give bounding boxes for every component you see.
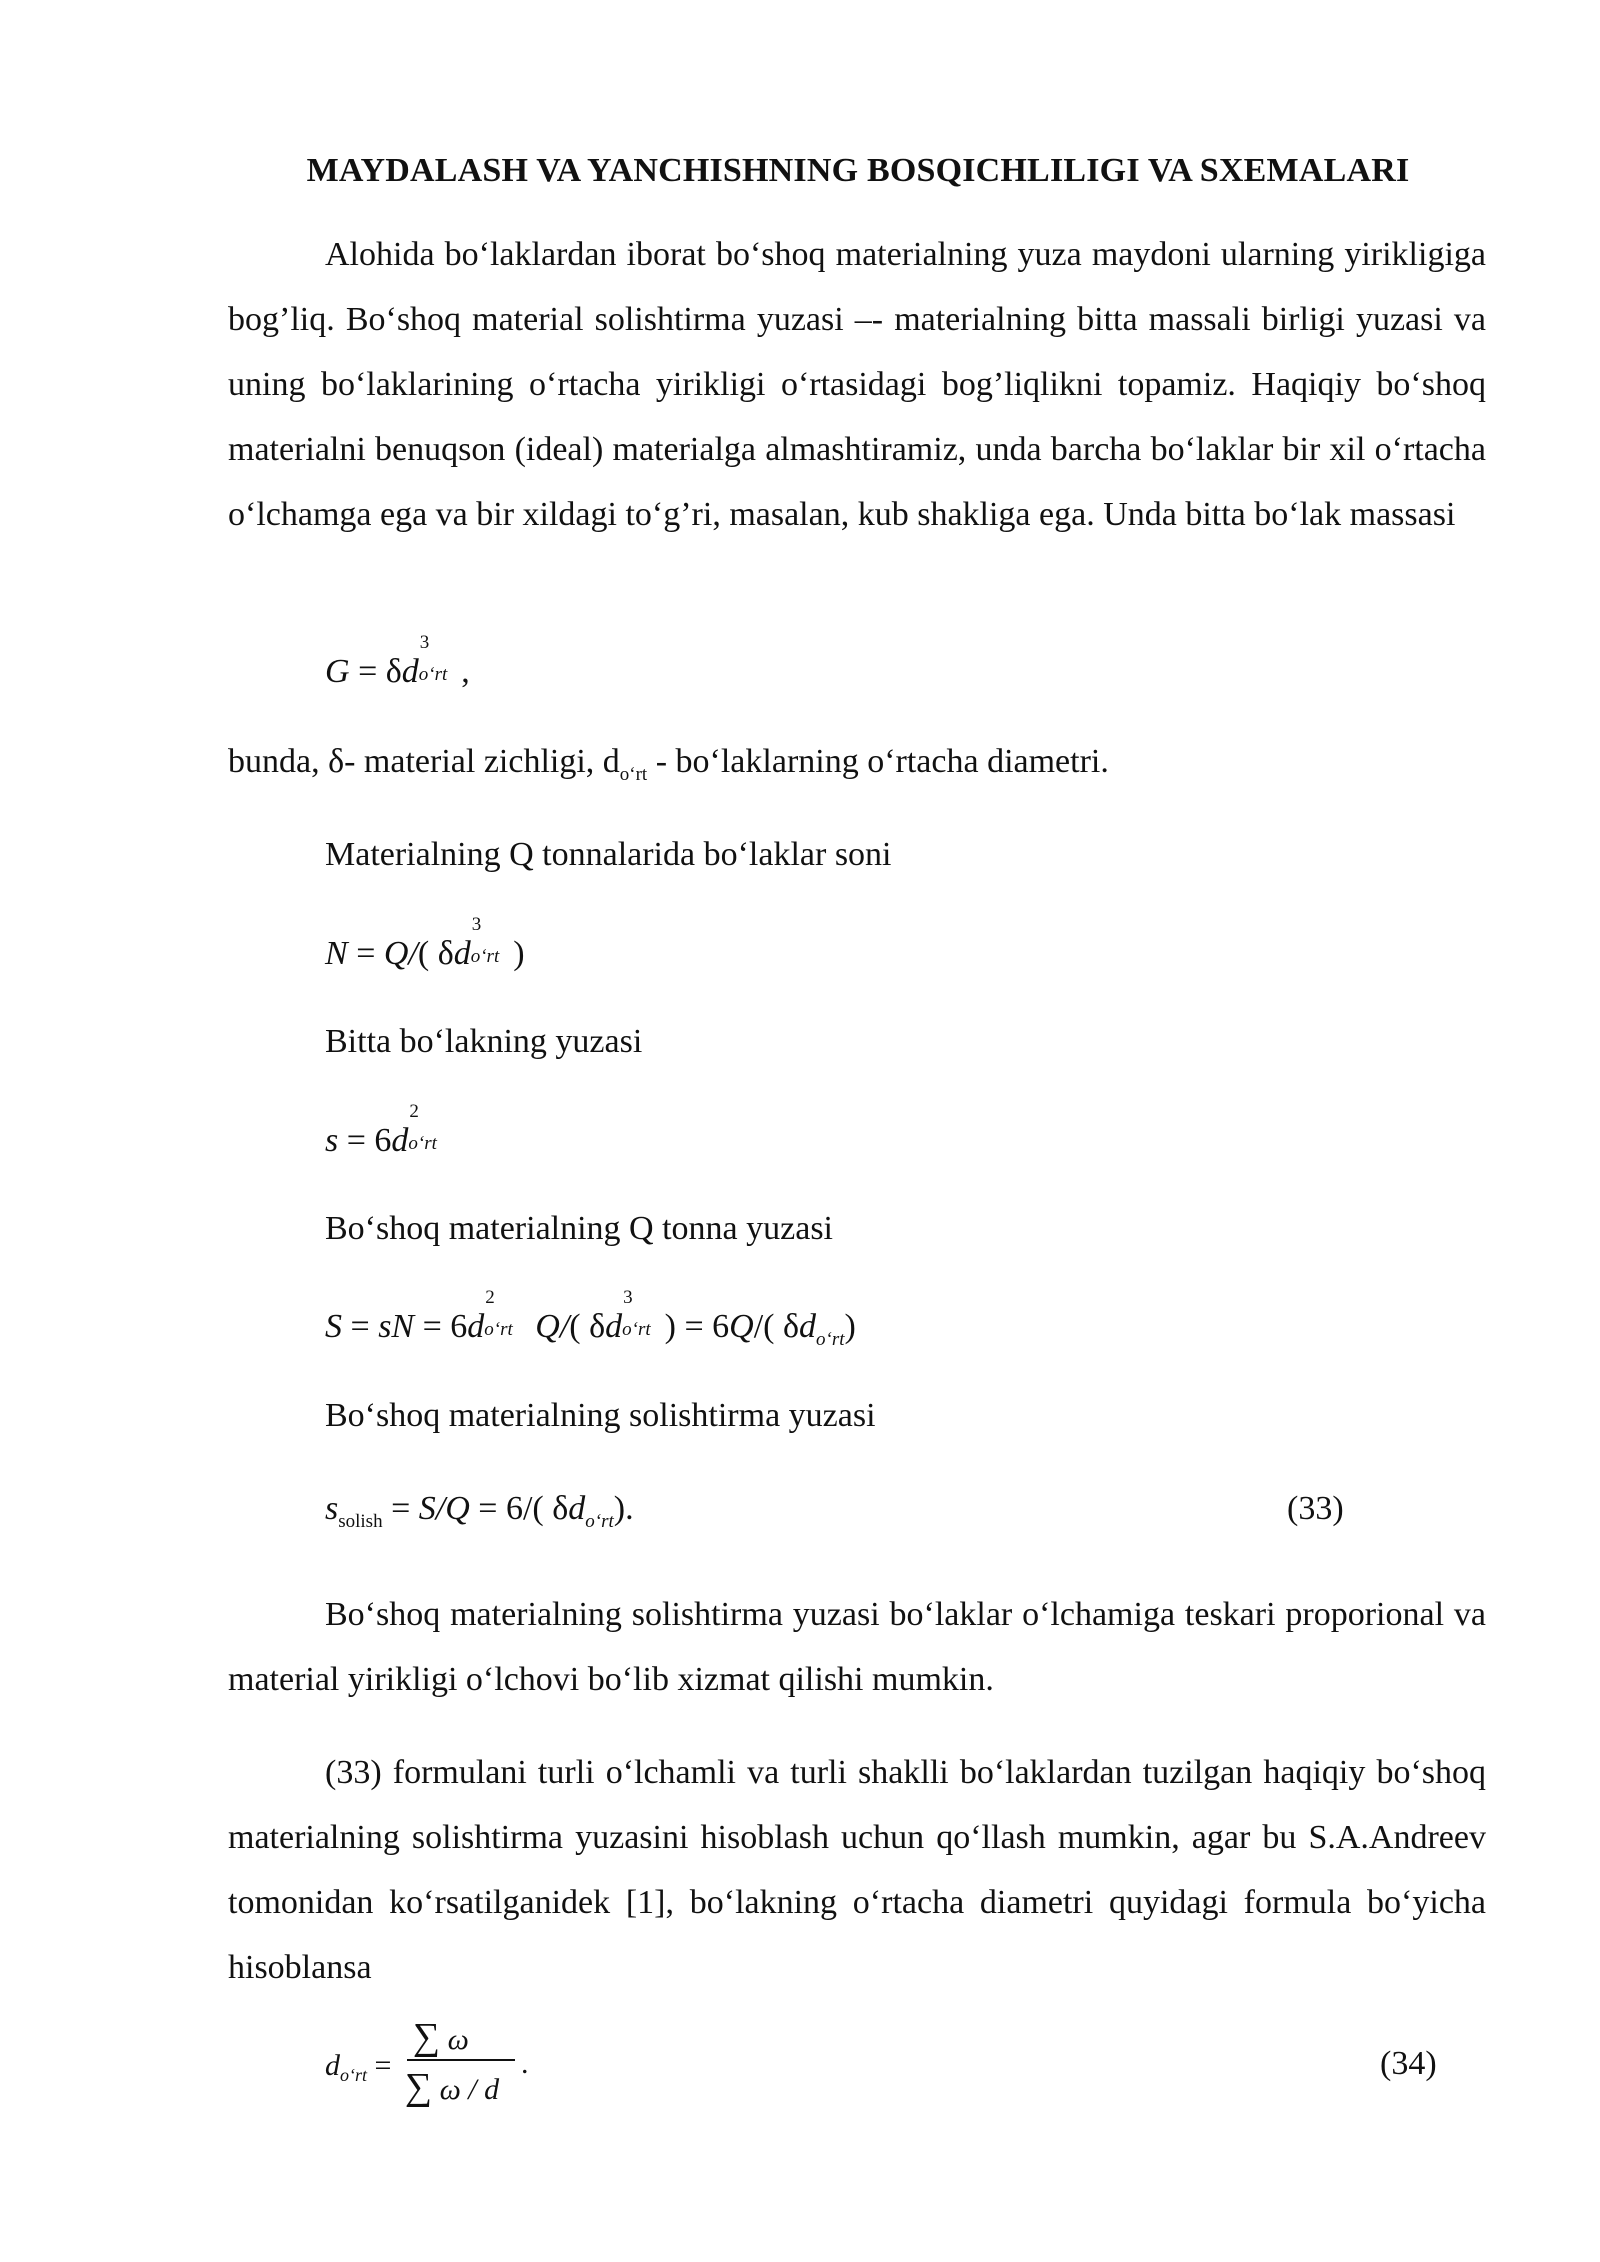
formula-single-area <box>325 1101 442 1160</box>
formula-34-lhs <box>325 2049 391 2083</box>
formula-total-area-power-2: 3 <box>623 1287 633 1308</box>
label-specific-area: Bo‘shoq materialning solishtirma yuzasi <box>325 1397 876 1434</box>
formula-34-equals: = <box>367 2049 392 2082</box>
sum-symbol-denominator: ∑ <box>405 2066 433 2108</box>
formula-33-sq: S/Q <box>418 1490 470 1527</box>
formula-total-area-equals-2: = 6 <box>414 1308 468 1345</box>
formula-34-numerator <box>413 2015 469 2059</box>
formula-count-q: Q/ <box>383 935 418 972</box>
formula-mass-d: d <box>401 653 419 690</box>
formula-total-area-q: Q/ <box>518 1308 570 1345</box>
formula-total-area-indices-1 <box>484 1287 518 1340</box>
formula-single-area-lhs: s <box>325 1122 339 1159</box>
formula-33 <box>325 1490 634 1532</box>
formula-total-area-equals-1: = <box>342 1308 379 1345</box>
formula-total-area-open: ( δ <box>569 1308 606 1345</box>
formula-count-equals: = <box>347 935 384 972</box>
formula-total-area-sn: sN <box>378 1308 415 1345</box>
formula-single-area-power: 2 <box>409 1101 419 1122</box>
formula-34 <box>325 2015 565 2115</box>
label-total-area: Bo‘shoq materialning Q tonna yuzasi <box>325 1210 834 1247</box>
formula-count-close: ) <box>504 935 525 972</box>
formula-total-area-d3: d <box>799 1308 816 1345</box>
formula-34-denominator-text: ω / d <box>432 2073 500 2106</box>
fraction-bar <box>407 2059 515 2061</box>
equation-number-34: (34) <box>1380 2045 1437 2082</box>
formula-total-area-subscript-3: o‘rt <box>816 1329 845 1350</box>
formula-33-subscript-2: o‘rt <box>585 1511 614 1532</box>
formula-mass-lhs: G <box>325 653 350 690</box>
formula-count-power: 3 <box>471 914 482 935</box>
formula-count-subscript: o‘rt <box>470 946 500 967</box>
formula-34-lhs-d: d <box>325 2049 340 2082</box>
formula-single-area-subscript: o‘rt <box>408 1133 437 1154</box>
paragraph-intro: Alohida bo‘laklardan iborat bo‘shoq materialning yuza maydoni ularning yirikligiga bog’liq. Bo‘shoq material solishtirma yuzasi –- materialning bitta massali birligi yuzasi va uning bo‘laklarining o‘rtacha yirikligi o‘rtasidagi bog’liqlikni topamiz. Haqiqiy bo‘shoq materialni benuqson (ideal) materialga almashtiramiz, unda barcha bo‘laklar bir xil o‘rtacha o‘lchamga ega va bir xildagi to‘g’ri, masalan, kub shakliga ega. Unda bitta bo‘lak massasi <box>228 236 1486 533</box>
formula-33-equals: = <box>382 1490 419 1527</box>
formula-total-area-open-2: /( δ <box>753 1308 799 1345</box>
bunda-text-end: - bo‘laklarning o‘rtacha diametri. <box>647 743 1109 780</box>
formula-total-area-d2: d <box>605 1308 623 1345</box>
formula-total-area-indices-2 <box>622 1287 656 1340</box>
formula-total-area-close: ) <box>844 1308 856 1345</box>
formula-mass-equals: = <box>349 653 386 690</box>
formula-mass-power: 3 <box>419 632 430 653</box>
formula-34-lhs-subscript: o‘rt <box>340 2065 367 2085</box>
formula-count-d: d <box>453 935 471 972</box>
formula-total-area-lhs: S <box>325 1308 342 1345</box>
formula-34-dot: . <box>521 2047 529 2080</box>
formula-mass-indices <box>418 632 453 685</box>
formula-total-area <box>325 1287 856 1350</box>
formula-total-area-subscript-2: o‘rt <box>622 1319 651 1340</box>
formula-34-numerator-text: ω <box>440 2023 469 2056</box>
formula-33-close: ). <box>613 1490 634 1527</box>
formula-34-denominator <box>405 2065 499 2109</box>
page-title: MAYDALASH VA YANCHISHNING BOSQICHLILIGI VA SXEMALARI <box>306 152 1410 189</box>
bunda-line <box>228 743 1109 785</box>
formula-33-subscript: solish <box>338 1511 383 1532</box>
formula-count-indices <box>470 914 505 967</box>
formula-count-open: ( δ <box>417 935 454 972</box>
formula-single-area-indices <box>408 1101 442 1154</box>
paragraph-andreev: (33) formulani turli o‘lchamli va turli shaklli bo‘laklardan tuzilgan haqiqiy bo‘shoq materialning solishtirma yuzasini hisoblash uchun qo‘llash mumkin, agar bu S.A.Andreev tomonidan ko‘rsatilganidek [1], bo‘lakning o‘rtacha diametri quyidagi formula bo‘yicha hisoblansa <box>228 1754 1486 1986</box>
formula-single-area-equals: = 6 <box>338 1122 392 1159</box>
formula-mass-tail: , <box>452 653 470 690</box>
formula-total-area-mid: ) = 6 <box>656 1308 730 1345</box>
bunda-subscript: o‘rt <box>619 764 648 785</box>
formula-single-area-d: d <box>391 1122 409 1159</box>
formula-33-s: s <box>325 1490 339 1527</box>
formula-33-equals-2: = 6/( δ <box>469 1490 569 1527</box>
label-count: Materialning Q tonnalarida bo‘laklar soni <box>325 836 892 873</box>
formula-33-d: d <box>568 1490 586 1527</box>
formula-total-area-d1: d <box>467 1308 485 1345</box>
formula-total-area-subscript-1: o‘rt <box>484 1319 513 1340</box>
formula-mass-subscript: o‘rt <box>418 664 448 685</box>
formula-total-area-power-1: 2 <box>485 1287 495 1308</box>
formula-mass-delta: δ <box>385 653 402 690</box>
formula-count <box>325 914 525 973</box>
sum-symbol-numerator: ∑ <box>413 2016 441 2058</box>
bunda-text-start: bunda, δ- material zichligi, d <box>228 743 620 780</box>
formula-count-lhs: N <box>325 935 348 972</box>
formula-total-area-q2: Q <box>729 1308 754 1345</box>
paragraph-inverse-proportional: Bo‘shoq materialning solishtirma yuzasi bo‘laklar o‘lchamiga teskari proporional va material yirikligi o‘lchovi bo‘lib xizmat qilishi mumkin. <box>228 1596 1486 1698</box>
formula-mass <box>325 632 470 691</box>
equation-number-33: (33) <box>1287 1490 1344 1527</box>
label-single-area: Bitta bo‘lakning yuzasi <box>325 1023 643 1060</box>
